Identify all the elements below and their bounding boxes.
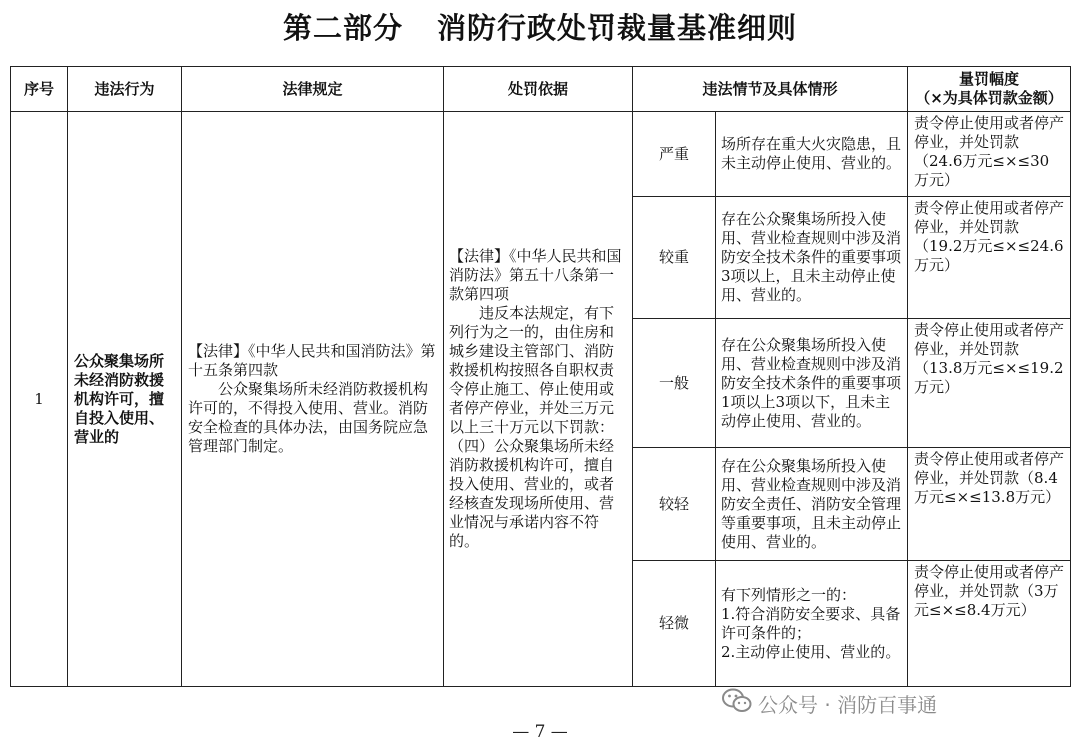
penalty-basis-head: 【法律】《中华人民共和国消防法》第五十八条第一款第四项 [449,247,622,303]
level-minor: 较轻 [633,448,716,561]
desc-slight-line2: 1.符合消防安全要求、具备许可条件的； [721,604,901,642]
fine-severe: 责令停止使用或者停产停业，并处罚款（24.6万元≤×≤30万元） [908,112,1071,197]
fine-general: 责令停止使用或者停产停业，并处罚款（13.8万元≤×≤19.2万元） [908,319,1071,448]
table-header-row [11,67,1071,112]
header-fine [908,67,1071,112]
header-circumstances: 违法情节及具体情形 [633,67,908,112]
page-number: — 7 — [512,722,568,742]
desc-minor: 存在公众聚集场所投入使用、营业检查规则中涉及消防安全责任、消防安全管理等重要事项，且未主动停止使用、营业的。 [716,448,908,561]
wechat-icon [722,688,752,719]
desc-serious: 存在公众聚集场所投入使用、营业检查规则中涉及消防安全技术条件的重要事项3项以上，且未主动停止使用、营业的。 [716,197,908,319]
penalty-table [10,66,1071,687]
desc-slight [716,561,908,687]
row-number: 1 [11,112,68,687]
watermark-text: 公众号 · 消防百事通 [758,692,938,717]
desc-severe: 场所存在重大火灾隐患，且未主动停止使用、营业的。 [716,112,908,197]
title-part: 第二部分 [282,11,403,45]
header-num: 序号 [11,67,68,112]
law-provision-head: 【法律】《中华人民共和国消防法》第十五条第四款 [188,342,436,379]
header-fine-line2: （×为具体罚款金额） [915,89,1063,107]
watermark [722,688,937,718]
level-serious: 较重 [633,197,716,319]
penalty-basis-body: 违反本法规定，有下列行为之一的，由住房和城乡建设主管部门、消防救援机构按照各自职权责令停止施工、停止使用或者停产停业，并处三万元以上三十万元以下罚款： [449,304,615,436]
law-provision [182,112,444,687]
desc-general: 存在公众聚集场所投入使用、营业检查规则中涉及消防安全技术条件的重要事项1项以上3项以下，且未主动停止使用、营业的。 [716,319,908,448]
header-act: 违法行为 [68,67,182,112]
table-row [11,112,1071,197]
page-title [0,6,1080,47]
desc-slight-line1: 有下列情形之一的： [721,585,857,604]
fine-slight: 责令停止使用或者停产停业，并处罚款（3万元≤×≤8.4万元） [908,561,1071,687]
header-law: 法律规定 [182,67,444,112]
violation-act: 公众聚集场所未经消防救援机构许可，擅自投入使用、营业的 [68,112,182,687]
header-fine-line1: 量罚幅度 [959,70,1020,88]
level-severe: 严重 [633,112,716,197]
desc-slight-line3: 2.主动停止使用、营业的。 [721,642,901,661]
penalty-basis-item: （四）公众聚集场所未经消防救援机构许可，擅自投入使用、营业的，或者经核查发现场所使用、营业情况与承诺内容不符的。 [449,437,615,550]
fine-minor: 责令停止使用或者停产停业，并处罚款（8.4万元≤×≤13.8万元） [908,448,1071,561]
law-provision-body: 公众聚集场所未经消防救援机构许可的，不得投入使用、营业。消防安全检查的具体办法，由国务院应急管理部门制定。 [188,380,429,455]
fine-serious: 责令停止使用或者停产停业，并处罚款（19.2万元≤×≤24.6万元） [908,197,1071,319]
penalty-basis [444,112,633,687]
level-slight: 轻微 [633,561,716,687]
title-main: 消防行政处罚裁量基准细则 [437,11,798,45]
level-general: 一般 [633,319,716,448]
header-basis: 处罚依据 [444,67,633,112]
